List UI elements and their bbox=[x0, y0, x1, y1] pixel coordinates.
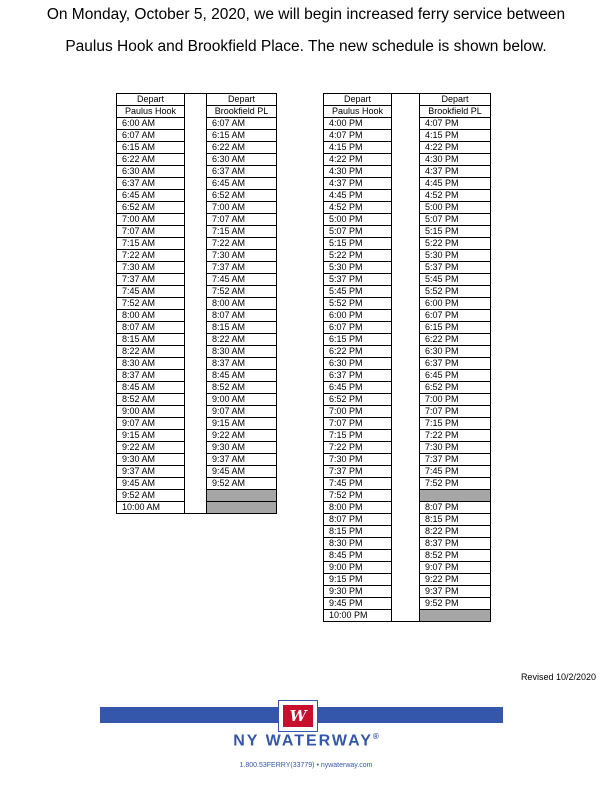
brookfield-departure: 8:07 PM bbox=[420, 502, 491, 514]
paulus-hook-departure: 8:15 AM bbox=[117, 334, 185, 346]
paulus-hook-departure: 8:22 AM bbox=[117, 346, 185, 358]
paulus-hook-departure: 6:07 AM bbox=[117, 130, 185, 142]
paulus-hook-departure: 9:45 AM bbox=[117, 478, 185, 490]
brookfield-departure: 9:37 AM bbox=[207, 454, 277, 466]
paulus-hook-departure: 9:00 AM bbox=[117, 406, 185, 418]
schedule-row bbox=[117, 430, 277, 442]
brookfield-departure: 5:07 PM bbox=[420, 214, 491, 226]
schedule-row bbox=[324, 118, 491, 130]
paulus-hook-departure: 7:22 AM bbox=[117, 250, 185, 262]
paulus-hook-departure: 5:00 PM bbox=[324, 214, 392, 226]
paulus-hook-departure: 9:15 PM bbox=[324, 574, 392, 586]
brookfield-departure: 9:07 AM bbox=[207, 406, 277, 418]
brookfield-departure: 5:37 PM bbox=[420, 262, 491, 274]
schedule-row bbox=[117, 310, 277, 322]
schedule-row bbox=[117, 442, 277, 454]
col2-subheader: Brookfield PL bbox=[420, 106, 491, 118]
brookfield-departure: 6:52 PM bbox=[420, 382, 491, 394]
schedule-row bbox=[117, 394, 277, 406]
schedule-row bbox=[324, 538, 491, 550]
paulus-hook-departure: 8:30 PM bbox=[324, 538, 392, 550]
schedule-row bbox=[324, 202, 491, 214]
contact-line: 1.800.53FERRY(33779) • nywaterway.com bbox=[239, 762, 373, 769]
paulus-hook-departure: 4:22 PM bbox=[324, 154, 392, 166]
brookfield-departure: 8:22 PM bbox=[420, 526, 491, 538]
schedule-row bbox=[324, 370, 491, 382]
paulus-hook-departure: 6:00 AM bbox=[117, 118, 185, 130]
brookfield-departure: 7:00 AM bbox=[207, 202, 277, 214]
brookfield-departure: 9:22 AM bbox=[207, 430, 277, 442]
brookfield-departure: 6:15 PM bbox=[420, 322, 491, 334]
brookfield-departure: 6:30 PM bbox=[420, 346, 491, 358]
paulus-hook-departure: 4:45 PM bbox=[324, 190, 392, 202]
brookfield-departure: 9:00 AM bbox=[207, 394, 277, 406]
paulus-hook-departure: 6:52 PM bbox=[324, 394, 392, 406]
brand-text: NY WATERWAY bbox=[233, 732, 373, 750]
brookfield-departure: 6:22 AM bbox=[207, 142, 277, 154]
paulus-hook-departure: 4:00 PM bbox=[324, 118, 392, 130]
col2-header: Depart bbox=[207, 94, 277, 106]
paulus-hook-departure: 7:45 AM bbox=[117, 286, 185, 298]
brookfield-departure: 6:30 AM bbox=[207, 154, 277, 166]
paulus-hook-departure: 9:45 PM bbox=[324, 598, 392, 610]
brookfield-departure: 6:07 AM bbox=[207, 118, 277, 130]
notice-line-1: On Monday, October 5, 2020, we will begin increased ferry service between bbox=[46, 6, 566, 23]
paulus-hook-departure: 9:15 AM bbox=[117, 430, 185, 442]
schedule-row bbox=[324, 130, 491, 142]
brookfield-departure: 5:15 PM bbox=[420, 226, 491, 238]
paulus-hook-departure: 7:45 PM bbox=[324, 478, 392, 490]
brookfield-departure: 4:07 PM bbox=[420, 118, 491, 130]
brookfield-departure: 7:22 AM bbox=[207, 238, 277, 250]
paulus-hook-departure: 5:15 PM bbox=[324, 238, 392, 250]
brookfield-departure: 4:30 PM bbox=[420, 154, 491, 166]
schedule-row bbox=[324, 322, 491, 334]
schedule-row bbox=[324, 502, 491, 514]
brookfield-departure: 7:45 AM bbox=[207, 274, 277, 286]
paulus-hook-departure: 8:30 AM bbox=[117, 358, 185, 370]
schedule-row bbox=[117, 130, 277, 142]
schedule-row bbox=[117, 118, 277, 130]
col1-subheader: Paulus Hook bbox=[324, 106, 392, 118]
paulus-hook-departure: 6:15 PM bbox=[324, 334, 392, 346]
schedule-row bbox=[324, 178, 491, 190]
registered-mark: ® bbox=[372, 732, 379, 741]
header-row bbox=[324, 94, 491, 106]
brookfield-departure: 6:45 AM bbox=[207, 178, 277, 190]
paulus-hook-departure: 7:52 AM bbox=[117, 298, 185, 310]
paulus-hook-departure: 7:00 AM bbox=[117, 214, 185, 226]
paulus-hook-departure: 7:30 AM bbox=[117, 262, 185, 274]
paulus-hook-departure: 6:30 PM bbox=[324, 358, 392, 370]
schedule-row bbox=[117, 478, 277, 490]
schedule-row bbox=[324, 214, 491, 226]
paulus-hook-departure: 4:07 PM bbox=[324, 130, 392, 142]
logo-letter: W bbox=[283, 705, 313, 727]
paulus-hook-departure: 7:52 PM bbox=[324, 490, 392, 502]
brookfield-departure: 7:00 PM bbox=[420, 394, 491, 406]
schedule-row bbox=[324, 274, 491, 286]
brookfield-departure: 9:22 PM bbox=[420, 574, 491, 586]
brookfield-departure: 6:00 PM bbox=[420, 298, 491, 310]
brookfield-departure: 8:52 PM bbox=[420, 550, 491, 562]
paulus-hook-departure: 9:30 PM bbox=[324, 586, 392, 598]
brookfield-departure: 8:37 PM bbox=[420, 538, 491, 550]
brookfield-departure: 4:15 PM bbox=[420, 130, 491, 142]
brookfield-departure: 9:30 AM bbox=[207, 442, 277, 454]
schedule-row bbox=[324, 442, 491, 454]
paulus-hook-departure: 6:52 AM bbox=[117, 202, 185, 214]
schedule-row bbox=[324, 526, 491, 538]
brookfield-departure: 7:37 PM bbox=[420, 454, 491, 466]
paulus-hook-departure: 8:07 PM bbox=[324, 514, 392, 526]
col1-subheader: Paulus Hook bbox=[117, 106, 185, 118]
paulus-hook-departure: 6:00 PM bbox=[324, 310, 392, 322]
brookfield-departure: 9:37 PM bbox=[420, 586, 491, 598]
ny-waterway-logo-icon bbox=[278, 700, 318, 732]
evening-schedule-table bbox=[323, 93, 491, 622]
paulus-hook-departure: 10:00 AM bbox=[117, 502, 185, 514]
brookfield-departure: 8:30 AM bbox=[207, 346, 277, 358]
schedule-row bbox=[117, 274, 277, 286]
schedule-row bbox=[117, 490, 277, 502]
brand-name bbox=[0, 732, 612, 750]
paulus-hook-departure: 6:07 PM bbox=[324, 322, 392, 334]
notice-line-2: Paulus Hook and Brookfield Place. The new schedule is shown below. bbox=[65, 38, 547, 55]
paulus-hook-departure: 6:37 PM bbox=[324, 370, 392, 382]
subheader-row bbox=[117, 106, 277, 118]
schedule-row bbox=[117, 466, 277, 478]
brookfield-departure: 8:07 AM bbox=[207, 310, 277, 322]
brookfield-departure: 7:45 PM bbox=[420, 466, 491, 478]
paulus-hook-departure: 10:00 PM bbox=[324, 610, 392, 622]
schedule-row bbox=[117, 418, 277, 430]
brookfield-departure: 7:15 PM bbox=[420, 418, 491, 430]
schedule-row bbox=[324, 166, 491, 178]
schedule-row bbox=[117, 454, 277, 466]
paulus-hook-departure: 7:07 PM bbox=[324, 418, 392, 430]
brookfield-departure: 7:30 AM bbox=[207, 250, 277, 262]
paulus-hook-departure: 4:37 PM bbox=[324, 178, 392, 190]
schedule-row bbox=[117, 226, 277, 238]
brookfield-departure: 6:15 AM bbox=[207, 130, 277, 142]
schedule-row bbox=[324, 406, 491, 418]
brookfield-departure bbox=[420, 490, 491, 502]
col1-header: Depart bbox=[324, 94, 392, 106]
brookfield-departure: 7:30 PM bbox=[420, 442, 491, 454]
paulus-hook-departure: 8:45 PM bbox=[324, 550, 392, 562]
header-row bbox=[117, 94, 277, 106]
brookfield-departure: 5:22 PM bbox=[420, 238, 491, 250]
schedule-row bbox=[324, 358, 491, 370]
paulus-hook-departure: 7:15 PM bbox=[324, 430, 392, 442]
schedule-row bbox=[117, 334, 277, 346]
paulus-hook-departure: 5:22 PM bbox=[324, 250, 392, 262]
paulus-hook-departure: 5:45 PM bbox=[324, 286, 392, 298]
paulus-hook-departure: 7:07 AM bbox=[117, 226, 185, 238]
paulus-hook-departure: 9:00 PM bbox=[324, 562, 392, 574]
schedule-row bbox=[117, 382, 277, 394]
brookfield-departure: 9:15 AM bbox=[207, 418, 277, 430]
schedule-row bbox=[324, 610, 491, 622]
schedule-row bbox=[324, 418, 491, 430]
paulus-hook-departure: 6:30 AM bbox=[117, 166, 185, 178]
brookfield-departure: 7:52 PM bbox=[420, 478, 491, 490]
schedule-row bbox=[324, 286, 491, 298]
schedule-row bbox=[117, 190, 277, 202]
paulus-hook-departure: 7:00 PM bbox=[324, 406, 392, 418]
paulus-hook-departure: 6:45 PM bbox=[324, 382, 392, 394]
paulus-hook-departure: 5:37 PM bbox=[324, 274, 392, 286]
paulus-hook-departure: 4:15 PM bbox=[324, 142, 392, 154]
brookfield-departure: 8:45 AM bbox=[207, 370, 277, 382]
brookfield-departure: 7:07 AM bbox=[207, 214, 277, 226]
brookfield-departure: 5:52 PM bbox=[420, 286, 491, 298]
paulus-hook-departure: 5:30 PM bbox=[324, 262, 392, 274]
schedule-row bbox=[324, 262, 491, 274]
brookfield-departure bbox=[420, 610, 491, 622]
schedule-row bbox=[324, 466, 491, 478]
brookfield-departure: 6:52 AM bbox=[207, 190, 277, 202]
col1-header: Depart bbox=[117, 94, 185, 106]
paulus-hook-departure: 8:45 AM bbox=[117, 382, 185, 394]
paulus-hook-departure: 9:52 AM bbox=[117, 490, 185, 502]
paulus-hook-departure: 7:22 PM bbox=[324, 442, 392, 454]
col2-subheader: Brookfield PL bbox=[207, 106, 277, 118]
paulus-hook-departure: 7:30 PM bbox=[324, 454, 392, 466]
paulus-hook-departure: 8:00 PM bbox=[324, 502, 392, 514]
brookfield-departure: 8:52 AM bbox=[207, 382, 277, 394]
brookfield-departure: 4:52 PM bbox=[420, 190, 491, 202]
paulus-hook-departure: 8:52 AM bbox=[117, 394, 185, 406]
schedule-row bbox=[117, 154, 277, 166]
schedule-row bbox=[324, 382, 491, 394]
brookfield-departure: 5:00 PM bbox=[420, 202, 491, 214]
schedule-row bbox=[117, 202, 277, 214]
brookfield-departure: 7:52 AM bbox=[207, 286, 277, 298]
schedule-row bbox=[117, 502, 277, 514]
brookfield-departure: 7:07 PM bbox=[420, 406, 491, 418]
brookfield-departure: 6:37 AM bbox=[207, 166, 277, 178]
paulus-hook-departure: 6:37 AM bbox=[117, 178, 185, 190]
paulus-hook-departure: 8:15 PM bbox=[324, 526, 392, 538]
schedule-row bbox=[324, 454, 491, 466]
schedule-row bbox=[324, 226, 491, 238]
schedule-row bbox=[324, 238, 491, 250]
morning-schedule-table bbox=[116, 93, 277, 514]
schedule-row bbox=[324, 514, 491, 526]
schedule-row bbox=[324, 478, 491, 490]
brookfield-departure: 8:00 AM bbox=[207, 298, 277, 310]
brookfield-departure: 4:45 PM bbox=[420, 178, 491, 190]
brookfield-departure: 4:37 PM bbox=[420, 166, 491, 178]
paulus-hook-departure: 7:15 AM bbox=[117, 238, 185, 250]
schedule-row bbox=[324, 190, 491, 202]
paulus-hook-departure: 9:30 AM bbox=[117, 454, 185, 466]
paulus-hook-departure: 7:37 PM bbox=[324, 466, 392, 478]
paulus-hook-departure: 5:52 PM bbox=[324, 298, 392, 310]
col2-header: Depart bbox=[420, 94, 491, 106]
schedule-row bbox=[324, 490, 491, 502]
brookfield-departure: 6:45 PM bbox=[420, 370, 491, 382]
schedule-row bbox=[324, 394, 491, 406]
brookfield-departure: 5:45 PM bbox=[420, 274, 491, 286]
brookfield-departure: 5:30 PM bbox=[420, 250, 491, 262]
schedule-row bbox=[117, 250, 277, 262]
brookfield-departure: 6:07 PM bbox=[420, 310, 491, 322]
schedule-row bbox=[324, 574, 491, 586]
paulus-hook-departure: 8:00 AM bbox=[117, 310, 185, 322]
schedule-row bbox=[324, 250, 491, 262]
paulus-hook-departure: 9:07 AM bbox=[117, 418, 185, 430]
schedule-row bbox=[117, 346, 277, 358]
schedule-row bbox=[117, 406, 277, 418]
paulus-hook-departure: 9:37 AM bbox=[117, 466, 185, 478]
schedule-row bbox=[324, 562, 491, 574]
schedule-row bbox=[117, 358, 277, 370]
brookfield-departure: 9:52 AM bbox=[207, 478, 277, 490]
schedule-row bbox=[324, 310, 491, 322]
brookfield-departure: 6:22 PM bbox=[420, 334, 491, 346]
schedule-row bbox=[324, 334, 491, 346]
brookfield-departure: 9:45 AM bbox=[207, 466, 277, 478]
revised-date: Revised 10/2/2020 bbox=[520, 672, 596, 682]
brookfield-departure: 8:37 AM bbox=[207, 358, 277, 370]
paulus-hook-departure: 4:30 PM bbox=[324, 166, 392, 178]
paulus-hook-departure: 6:22 AM bbox=[117, 154, 185, 166]
schedule-row bbox=[117, 178, 277, 190]
brookfield-departure: 8:15 PM bbox=[420, 514, 491, 526]
schedule-row bbox=[117, 262, 277, 274]
paulus-hook-departure: 5:07 PM bbox=[324, 226, 392, 238]
brookfield-departure: 7:37 AM bbox=[207, 262, 277, 274]
schedule-row bbox=[117, 238, 277, 250]
paulus-hook-departure: 6:45 AM bbox=[117, 190, 185, 202]
schedule-row bbox=[324, 598, 491, 610]
paulus-hook-departure: 6:22 PM bbox=[324, 346, 392, 358]
brookfield-departure: 7:22 PM bbox=[420, 430, 491, 442]
schedule-row bbox=[324, 346, 491, 358]
schedule-row bbox=[324, 586, 491, 598]
brookfield-departure bbox=[207, 490, 277, 502]
paulus-hook-departure: 7:37 AM bbox=[117, 274, 185, 286]
schedule-row bbox=[117, 298, 277, 310]
paulus-hook-departure: 8:37 AM bbox=[117, 370, 185, 382]
brookfield-departure bbox=[207, 502, 277, 514]
schedule-row bbox=[117, 286, 277, 298]
brookfield-departure: 8:15 AM bbox=[207, 322, 277, 334]
paulus-hook-departure: 6:15 AM bbox=[117, 142, 185, 154]
paulus-hook-departure: 8:07 AM bbox=[117, 322, 185, 334]
schedule-row bbox=[117, 322, 277, 334]
paulus-hook-departure: 9:22 AM bbox=[117, 442, 185, 454]
paulus-hook-departure: 4:52 PM bbox=[324, 202, 392, 214]
brookfield-departure: 9:52 PM bbox=[420, 598, 491, 610]
subheader-row bbox=[324, 106, 491, 118]
schedule-row bbox=[117, 214, 277, 226]
brookfield-departure: 7:15 AM bbox=[207, 226, 277, 238]
schedule-row bbox=[117, 142, 277, 154]
brookfield-departure: 6:37 PM bbox=[420, 358, 491, 370]
schedule-row bbox=[117, 166, 277, 178]
schedule-row bbox=[324, 430, 491, 442]
schedule-row bbox=[117, 370, 277, 382]
schedule-row bbox=[324, 298, 491, 310]
schedule-row bbox=[324, 154, 491, 166]
schedule-row bbox=[324, 142, 491, 154]
schedule-row bbox=[324, 550, 491, 562]
brookfield-departure: 8:22 AM bbox=[207, 334, 277, 346]
brookfield-departure: 9:07 PM bbox=[420, 562, 491, 574]
brookfield-departure: 4:22 PM bbox=[420, 142, 491, 154]
